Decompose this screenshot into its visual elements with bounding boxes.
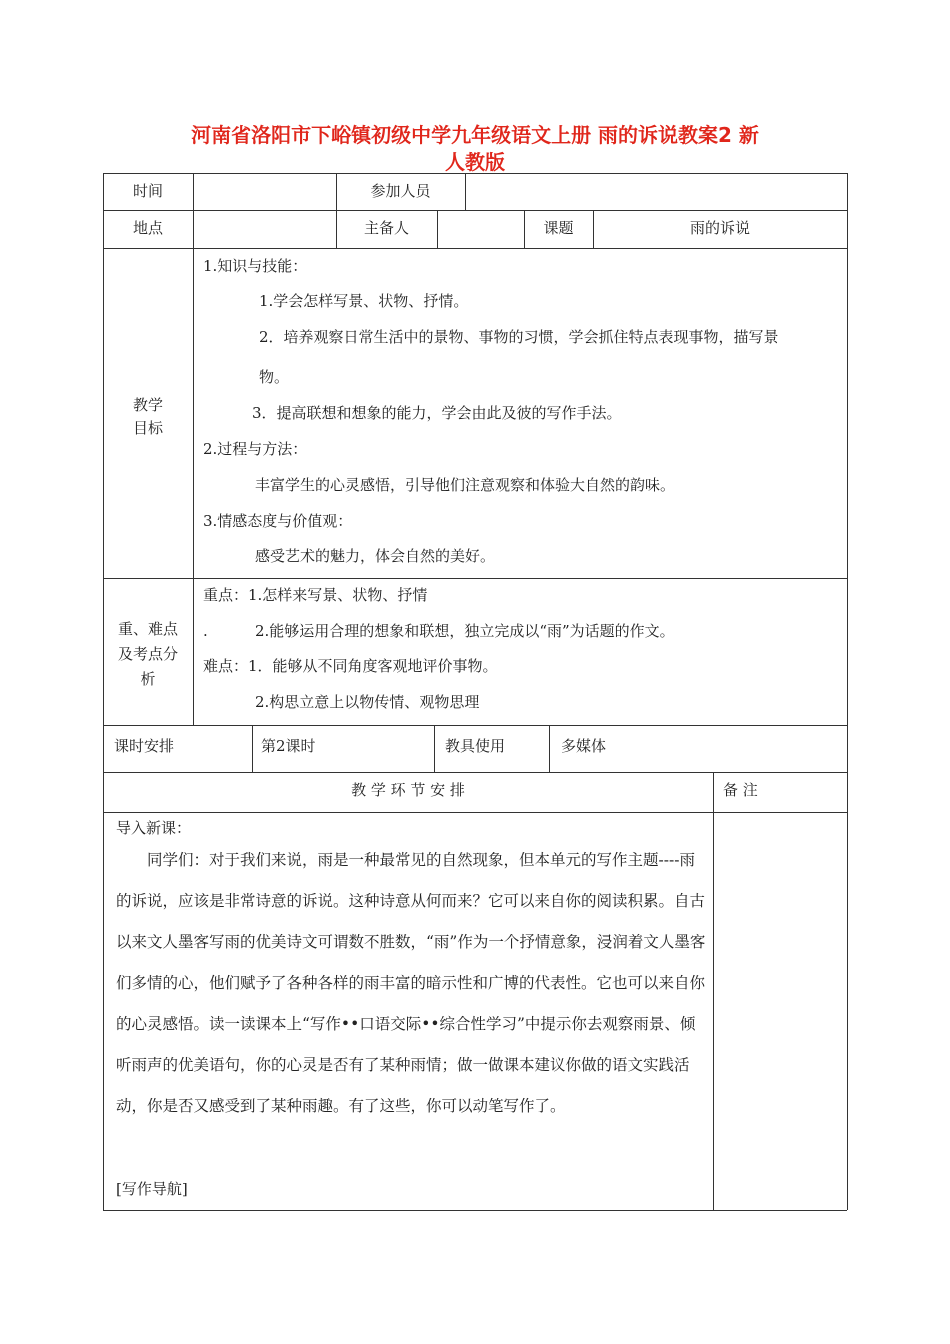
goal-text: 丰富学生的心灵感悟，引导他们注意观察和体验大自然的韵味。 <box>255 476 676 494</box>
participants-label: 参加人员 <box>370 182 431 200</box>
difficulty-2: 2.构思立意上以物传情、观物思理 <box>255 693 480 711</box>
tools-value: 多媒体 <box>561 737 607 755</box>
table-rule <box>434 725 435 772</box>
table-rule <box>437 210 438 248</box>
goal-item: 3．提高联想和想象的能力，学会由此及彼的写作手法。 <box>252 404 622 422</box>
table-rule <box>252 725 253 772</box>
table-rule <box>465 173 466 210</box>
tools-label: 教具使用 <box>445 737 506 755</box>
host-label: 主备人 <box>363 219 409 237</box>
keypoint-dot: . <box>203 622 208 640</box>
table-rule <box>103 772 847 773</box>
table-rule <box>103 725 847 726</box>
table-rule <box>103 210 847 211</box>
intro-paragraph: 同学们：对于我们来说，雨是一种最常见的自然现象，但本单元的写作主题----雨的诉说，应该是非常诗意的诉说。这种诗意从何而来？它可以来自你的阅读积累。自古以来文人墨客写雨的优美诗文可谓数不胜数，“雨”作为一个抒情意象，浸润着文人墨客们多情的心，他们赋予了各种各样的雨丰富的暗示性和广博的代表性。它也可以来自你的心灵感悟。读一读课本上“写作••口语交际••综合性学习”中提示你去观察雨景、倾听雨声的优美语句，你的心灵是否有了某种雨情；做一做课本建议你做的语文实践活动，你是否又感受到了某种雨趣。有了这些，你可以动笔写作了。 <box>116 851 706 1115</box>
title-line-2: 人教版 <box>445 150 505 174</box>
topic-value: 雨的诉说 <box>689 219 750 237</box>
table-rule <box>549 725 550 772</box>
intro-heading: 导入新课： <box>116 819 192 837</box>
goal-heading-attitude: 3.情感态度与价值观： <box>203 512 353 530</box>
table-border-right <box>847 173 848 1210</box>
hours-label: 课时安排 <box>114 737 175 755</box>
title-line-1: 河南省洛阳市下峪镇初级中学九年级语文上册 雨的诉说教案2 新 <box>191 123 759 147</box>
table-border-top <box>103 173 847 174</box>
goal-text: 感受艺术的魅力，体会自然的美好。 <box>255 547 496 565</box>
goals-label-line-2: 目标 <box>132 419 163 437</box>
table-border-left <box>103 173 104 1210</box>
difficulty-1: 难点：1．能够从不同角度客观地评价事物。 <box>203 657 498 675</box>
table-rule <box>103 248 847 249</box>
table-rule <box>193 173 194 725</box>
topic-label: 课题 <box>543 219 574 237</box>
goal-heading-process: 2.过程与方法： <box>203 440 308 458</box>
place-label: 地点 <box>132 219 163 237</box>
writing-guide-heading: [写作导航] <box>116 1180 188 1198</box>
table-rule <box>103 812 847 813</box>
goal-heading-knowledge: 1.知识与技能： <box>203 257 308 275</box>
keypoints-label-line-1: 重、难点 <box>117 620 178 638</box>
table-rule <box>103 578 847 579</box>
table-border-bottom <box>103 1210 847 1211</box>
keypoints-label-line-3: 析 <box>140 670 156 688</box>
goals-label-line-1: 教学 <box>132 396 163 414</box>
keypoint-1: 重点：1.怎样来写景、状物、抒情 <box>203 586 428 604</box>
notes-heading: 备 注 <box>723 781 758 799</box>
hours-value: 第2课时 <box>261 737 316 755</box>
keypoint-2: 2.能够运用合理的想象和联想，独立完成以“雨”为话题的作文。 <box>255 622 675 640</box>
goal-item: 1.学会怎样写景、状物、抒情。 <box>259 292 469 310</box>
goal-item-continued: 物。 <box>259 368 290 386</box>
keypoints-label-line-2: 及考点分 <box>117 645 178 663</box>
time-label: 时间 <box>132 182 163 200</box>
table-rule <box>713 772 714 1210</box>
goal-item: 2．培养观察日常生活中的景物、事物的习惯，学会抓住特点表现事物，描写景 <box>259 328 779 346</box>
section-heading: 教 学 环 节 安 排 <box>351 781 465 799</box>
